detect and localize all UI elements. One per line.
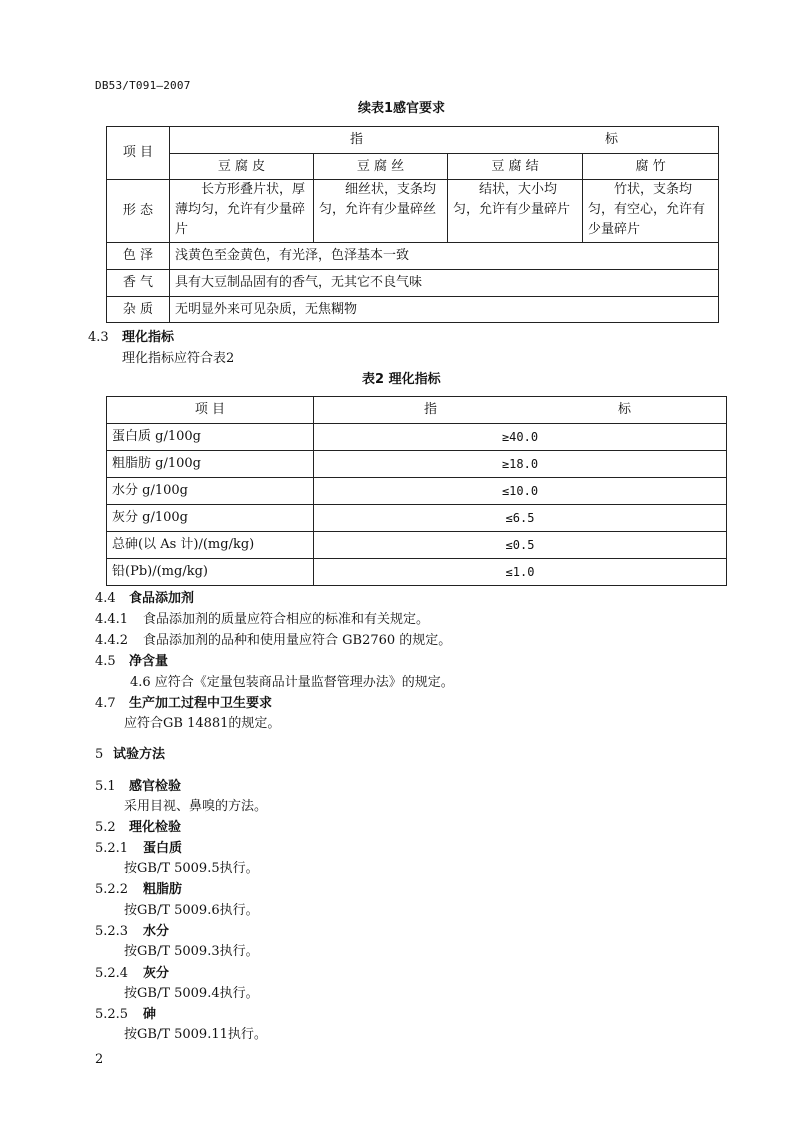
section-5-2-4-heading — [95, 962, 169, 981]
section-5-2-heading — [95, 816, 181, 835]
table1-row-label-impurity: 杂 质 — [107, 297, 170, 323]
table2-item-arsenic: 总砷(以 As 计)/(mg/kg) — [107, 532, 314, 559]
table2-item-moisture: 水分 g/100g — [107, 478, 314, 505]
section-title: 食品添加剂 — [129, 591, 195, 606]
document-code: DB53/T091—2007 — [95, 79, 191, 92]
table2-value-arsenic: ≤0.5 — [314, 532, 727, 559]
section-number: 5 — [95, 747, 104, 762]
section-number: 4.4.1 — [95, 612, 129, 627]
table1-color-value: 浅黄色至金黄色，有光泽，色泽基本一致 — [170, 243, 719, 270]
section-4-7-heading — [95, 692, 272, 711]
table1-index-header — [170, 127, 719, 154]
section-title: 感官检验 — [129, 779, 182, 794]
sensory-requirements-table — [106, 126, 719, 323]
section-5-2-2-text: 按GB/T 5009.6执行。 — [124, 903, 259, 918]
section-number: 5.1 — [95, 779, 116, 794]
table2-value-moisture: ≤10.0 — [314, 478, 727, 505]
table1-subheader-tofu-shred: 豆 腐 丝 — [314, 154, 448, 180]
table1-subheader-yuba: 腐 竹 — [583, 154, 719, 180]
section-5-2-3-text: 按GB/T 5009.3执行。 — [124, 944, 259, 959]
table-row — [107, 532, 727, 559]
table1-form-yuba: 竹状，支条均匀，有空心，允许有少量碎片 — [583, 180, 719, 243]
table1-subheader-tofu-knot: 豆 腐 结 — [448, 154, 583, 180]
table1-index-header-b: 标 — [605, 132, 619, 147]
table1-smell-value: 具有大豆制品固有的香气，无其它不良气味 — [170, 270, 719, 297]
table-row — [107, 505, 727, 532]
section-title: 净含量 — [129, 654, 169, 669]
table-row — [107, 559, 727, 586]
section-title: 水分 — [143, 924, 170, 939]
section-title: 砷 — [143, 1007, 157, 1022]
table-row — [107, 424, 727, 451]
section-4-3-text: 理化指标应符合表2 — [122, 351, 235, 366]
table2-caption: 表2 理化指标 — [362, 372, 441, 387]
table2-index-header — [314, 397, 727, 424]
section-5-2-2-heading — [95, 878, 182, 897]
table2-index-header-b: 标 — [617, 402, 631, 417]
table2-item-header: 项 目 — [107, 397, 314, 424]
section-title: 粗脂肪 — [143, 882, 183, 897]
table2-value-lead: ≤1.0 — [314, 559, 727, 586]
section-text: 食品添加剂的质量应符合相应的标准和有关规定。 — [143, 612, 430, 627]
table1-form-tofu-skin: 长方形叠片状，厚薄均匀，允许有少量碎片 — [170, 180, 314, 243]
table1-subheader-tofu-skin: 豆 腐 皮 — [170, 154, 314, 180]
section-title: 理化指标 — [122, 330, 175, 345]
table-row — [107, 451, 727, 478]
section-number: 4.7 — [95, 696, 116, 711]
section-5-2-5-heading — [95, 1003, 156, 1022]
table2-item-lead: 铅(Pb)/(mg/kg) — [107, 559, 314, 586]
table1-caption: 续表1感官要求 — [358, 101, 446, 116]
section-5-1-heading — [95, 775, 181, 794]
table1-row-label-form: 形 态 — [107, 180, 170, 243]
section-text: 食品添加剂的品种和使用量应符合 GB2760 的规定。 — [143, 633, 452, 648]
table2-value-ash: ≤6.5 — [314, 505, 727, 532]
table1-row-label-color: 色 泽 — [107, 243, 170, 270]
section-number: 4.5 — [95, 654, 116, 669]
section-5-2-1-heading — [95, 837, 182, 856]
table2-item-protein: 蛋白质 g/100g — [107, 424, 314, 451]
section-4-3-heading — [88, 326, 174, 345]
section-5-2-3-heading — [95, 920, 169, 939]
table1-row-label-smell: 香 气 — [107, 270, 170, 297]
table2-item-ash: 灰分 g/100g — [107, 505, 314, 532]
table2-item-fat: 粗脂肪 g/100g — [107, 451, 314, 478]
section-number: 5.2.4 — [95, 966, 129, 981]
table1-impurity-value: 无明显外来可见杂质，无焦糊物 — [170, 297, 719, 323]
section-number: 4.4 — [95, 591, 116, 606]
table2-value-protein: ≥40.0 — [314, 424, 727, 451]
table1-form-tofu-shred: 细丝状，支条均匀，允许有少量碎丝 — [314, 180, 448, 243]
section-5-2-4-text: 按GB/T 5009.4执行。 — [124, 986, 259, 1001]
table1-index-header-a: 指 — [350, 132, 364, 147]
section-number: 5.2.1 — [95, 841, 129, 856]
section-number: 5.2.5 — [95, 1007, 129, 1022]
section-title: 蛋白质 — [143, 841, 183, 856]
section-4-4-1 — [95, 608, 429, 627]
section-4-7-text: 应符合GB 14881的规定。 — [124, 716, 281, 731]
section-5-1-text: 采用目视、鼻嗅的方法。 — [124, 799, 268, 814]
page-number: 2 — [95, 1052, 104, 1067]
section-4-4-heading — [95, 587, 194, 606]
section-title: 试验方法 — [113, 747, 166, 762]
table1-item-header: 项 目 — [107, 127, 170, 180]
section-4-6-text: 4.6 应符合《定量包装商品计量监督管理办法》的规定。 — [130, 675, 454, 690]
section-4-5-heading — [95, 650, 168, 669]
section-number: 4.4.2 — [95, 633, 129, 648]
section-title: 生产加工过程中卫生要求 — [129, 696, 273, 711]
section-number: 5.2.3 — [95, 924, 129, 939]
table2-index-header-a: 指 — [424, 402, 438, 417]
section-title: 灰分 — [143, 966, 170, 981]
section-number: 5.2 — [95, 820, 116, 835]
table1-form-tofu-knot: 结状，大小均匀，允许有少量碎片 — [448, 180, 583, 243]
section-5-heading — [95, 743, 165, 762]
section-number: 4.3 — [88, 330, 109, 345]
section-title: 理化检验 — [129, 820, 182, 835]
physicochemical-table — [106, 396, 727, 586]
table-row — [107, 478, 727, 505]
table2-value-fat: ≥18.0 — [314, 451, 727, 478]
section-5-2-5-text: 按GB/T 5009.11执行。 — [124, 1027, 267, 1042]
section-number: 5.2.2 — [95, 882, 129, 897]
section-4-4-2 — [95, 629, 451, 648]
section-5-2-1-text: 按GB/T 5009.5执行。 — [124, 861, 259, 876]
